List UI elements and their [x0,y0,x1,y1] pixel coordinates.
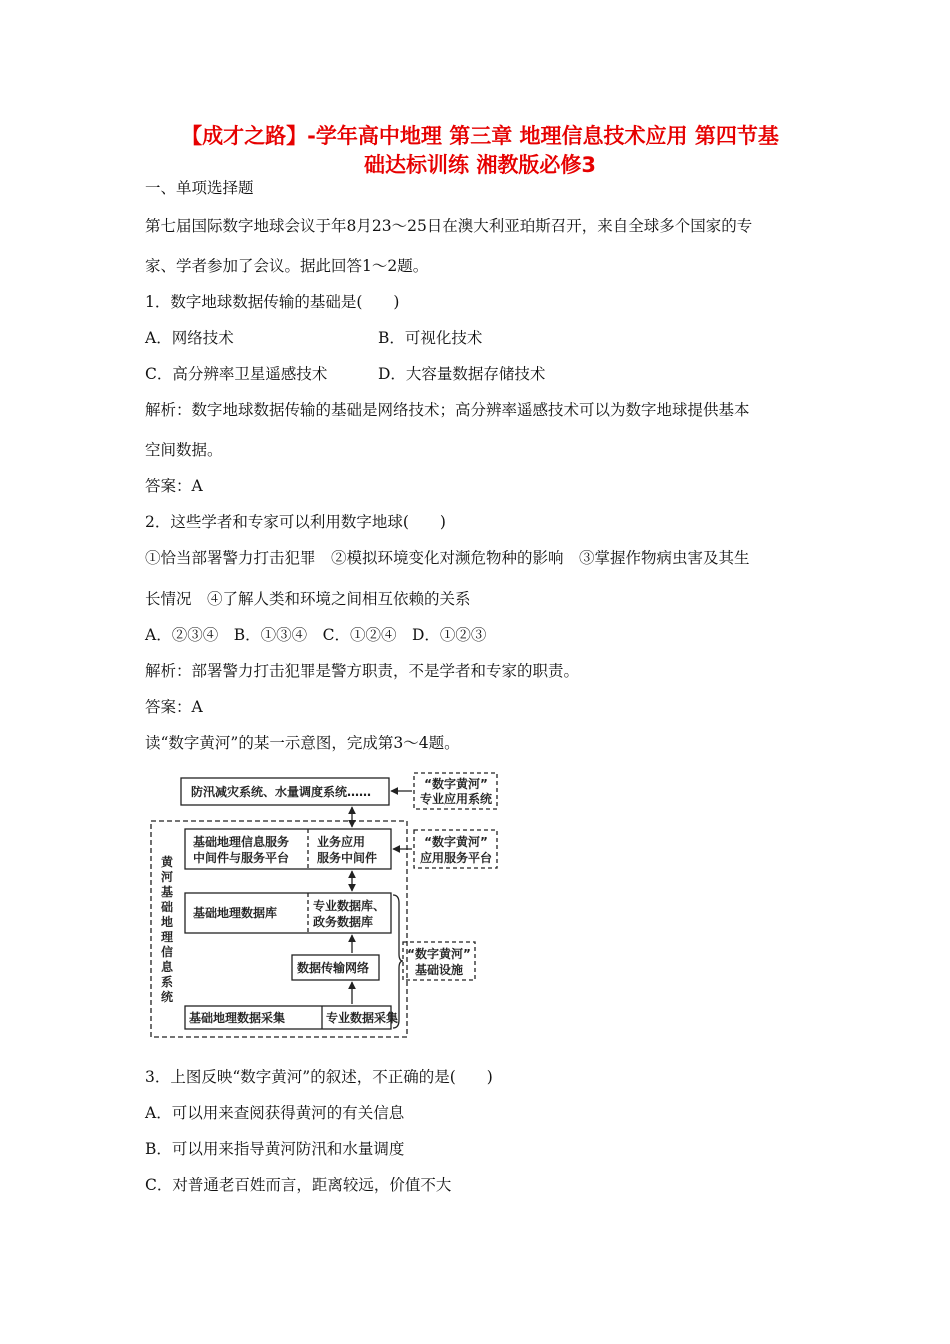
intro-line-1: 第七届国际数字地球会议于年8月23～25日在澳大利亚珀斯召开，来自全球多个国家的专 [145,217,753,235]
side-char: 黄 [160,855,174,869]
top-box-text: 防汛减灾系统、水量调度系统…… [191,785,372,799]
diagram-intro: 读“数字黄河”的某一示意图，完成第3～4题。 [145,734,460,752]
side-char: 理 [160,930,174,944]
label-3-line-1: “数字黄河” [407,947,471,961]
side-char: 统 [160,990,174,1004]
label-1-line-1: “数字黄河” [424,777,488,791]
q1-option-d: D．大容量数据存储技术 [378,365,546,383]
q2-options: A．②③④ B．①③④ C．①②④ D．①②③ [145,626,487,644]
q3-option-c: C．对普通老百姓而言，距离较远，价值不大 [145,1176,452,1194]
special-collect-text: 专业数据采集 [326,1011,399,1025]
label-2-line-1: “数字黄河” [424,835,488,849]
q1-analysis-line-1: 解析：数字地球数据传输的基础是网络技术；高分辨率遥感技术可以为数字地球提供基本 [145,401,750,419]
business-line-2: 服务中间件 [317,851,378,865]
special-db-line-2: 政务数据库 [313,915,374,929]
brace [393,895,403,1028]
label-2-line-2: 应用服务平台 [419,851,493,865]
side-char: 础 [160,900,174,914]
title-line-1: 【成才之路】-学年高中地理 第三章 地理信息技术应用 第四节基 [181,124,779,148]
q1-analysis-line-2: 空间数据。 [145,441,223,459]
network-text: 数据传输网络 [297,961,370,975]
q2-stem: 2．这些学者和专家可以利用数字地球( ) [145,513,446,531]
special-db-line-1: 专业数据库、 [313,899,386,913]
q1-options-cd [145,364,605,384]
side-label-vertical [161,854,174,1004]
side-char: 地 [160,915,174,929]
digital-yellow-river-diagram [145,768,510,1040]
q1-options-ab [145,328,545,348]
q1-answer: 答案：A [145,477,203,495]
q1-option-b: B．可视化技术 [378,329,483,347]
label-1-line-2: 专业应用系统 [419,792,493,806]
q1-option-a: A．网络技术 [145,329,234,347]
side-char: 河 [160,870,174,884]
section-heading: 一、单项选择题 [145,179,254,197]
side-char: 息 [160,960,174,974]
q3-option-a: A．可以用来查阅获得黄河的有关信息 [145,1104,405,1122]
intro-line-2: 家、学者参加了会议。据此回答1～2题。 [145,257,429,275]
basic-collect-text: 基础地理数据采集 [189,1011,286,1025]
side-char: 基 [160,885,174,899]
q2-items-line-1: ①恰当部署警力打击犯罪 ②模拟环境变化对濒危物种的影响 ③掌握作物病虫害及其生 [145,549,750,567]
q2-items-line-2: 长情况 ④了解人类和环境之间相互依赖的关系 [145,590,471,608]
side-char: 信 [160,945,174,959]
q1-stem: 1．数字地球数据传输的基础是( ) [145,293,400,311]
basic-service-line-1: 基础地理信息服务 [193,835,290,849]
business-line-1: 业务应用 [317,835,366,849]
basic-service-line-2: 中间件与服务平台 [193,851,290,865]
q2-analysis: 解析：部署警力打击犯罪是警方职责，不是学者和专家的职责。 [145,662,580,680]
label-3-line-2: 基础设施 [414,963,464,977]
title-line-2: 础达标训练 湘教版必修3 [364,153,596,177]
q3-stem: 3．上图反映“数字黄河”的叙述，不正确的是( ) [145,1068,493,1086]
side-char: 系 [160,975,174,989]
q2-answer: 答案：A [145,698,203,716]
q3-option-b: B．可以用来指导黄河防汛和水量调度 [145,1140,405,1158]
basic-db-text: 基础地理数据库 [193,906,278,920]
q1-option-c: C．高分辨率卫星遥感技术 [145,365,328,383]
document-title [120,122,840,180]
